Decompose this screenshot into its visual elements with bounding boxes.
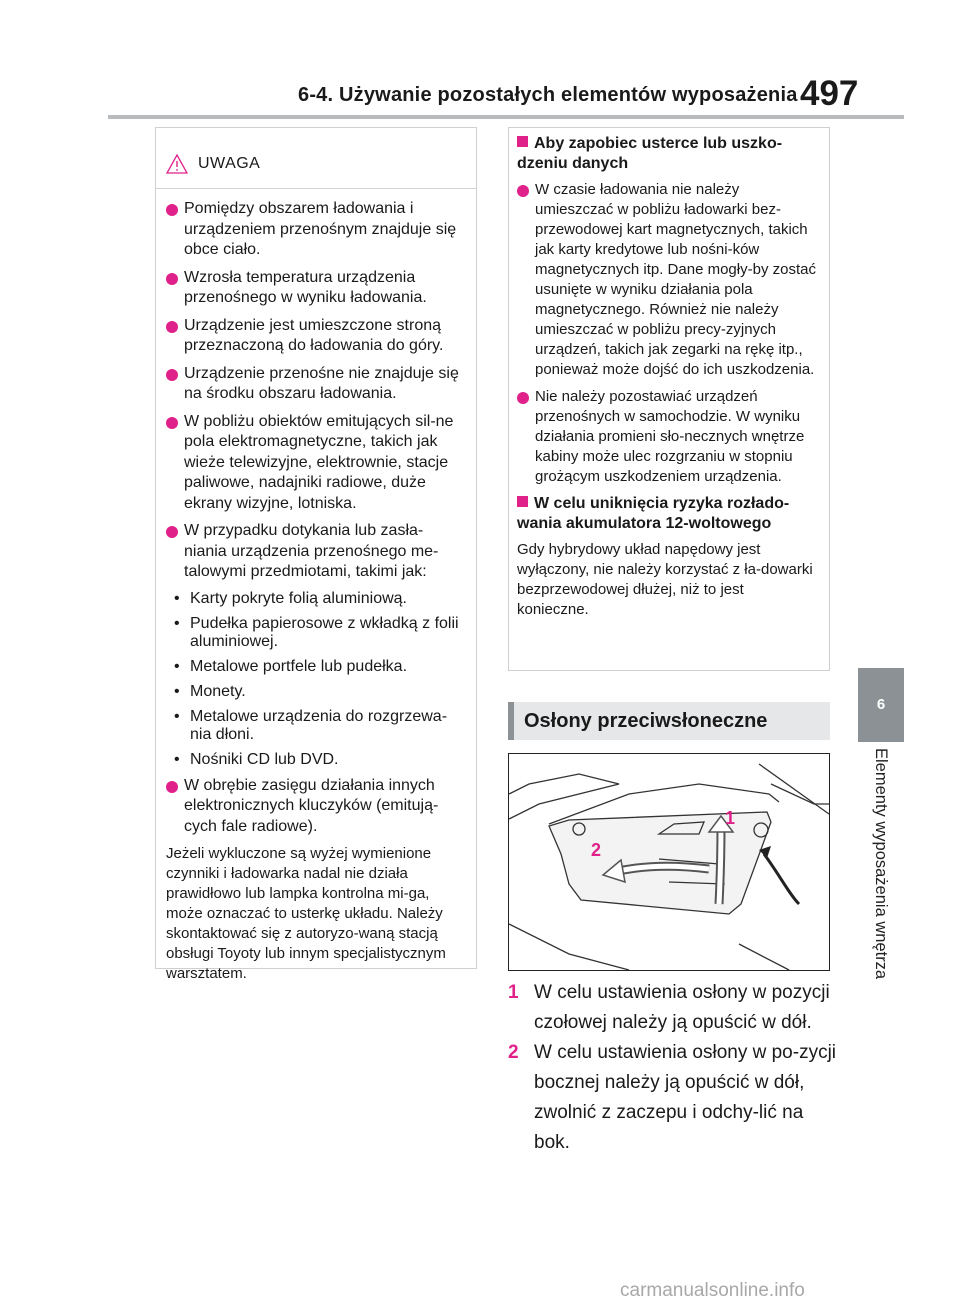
section-title: Osłony przeciwsłoneczne: [508, 702, 830, 740]
step-number: 2: [508, 1042, 519, 1063]
warning-item: Urządzenie jest umieszczone stroną przeznaczoną do ładowania do góry.: [166, 316, 464, 357]
figure-label-2: 2: [591, 840, 602, 860]
step-text: W celu ustawienia osłony w pozycji czołowej należy ją opuścić w dół.: [534, 982, 830, 1033]
figure-label-1: 1: [725, 808, 736, 828]
warning-subitem: • Metalowe urządzenia do rozgrzewa-nia dłoni.: [166, 708, 464, 744]
notes-box: [508, 127, 830, 671]
warning-subitem: • Metalowe portfele lub pudełka.: [166, 658, 464, 676]
chapter-label: Elementy wyposażenia wnętrza: [872, 748, 890, 980]
bullet-icon: [166, 369, 178, 381]
header-rule: [108, 115, 904, 119]
note-item: Nie należy pozostawiać urządzeń przenośnych w samochodzie. W wyniku działania promieni sło-necznych wnętrze kabiny może ulec rozgrzaniu w stopniu grożącym uszkodzeniem urządzenia.: [517, 387, 819, 487]
square-bullet-icon: [517, 496, 528, 507]
warning-item: W pobliżu obiektów emitujących sil-ne pola elektromagnetyczne, takich jak wieże telewizyjne, elektrownie, stacje paliwowe, nadajniki radiowe, duże ekrany wizyjne, lotniska.: [166, 412, 464, 515]
step-text: W celu ustawienia osłony w po-zycji bocznej należy ją opuścić w dół, zwolnić z zaczepu i odchy-lić na bok.: [534, 1042, 837, 1153]
bullet-icon: [166, 204, 178, 216]
warning-header: [156, 140, 476, 189]
watermark: carmanualsonline.info: [620, 1280, 805, 1301]
warning-subitem: • Monety.: [166, 683, 464, 701]
note-text: Gdy hybrydowy układ napędowy jest wyłączony, nie należy korzystać z ła-dowarki bezprzewodowej dłużej, niż to jest konieczne.: [517, 541, 813, 618]
warning-subitem: • Nośniki CD lub DVD.: [166, 751, 464, 769]
bullet-icon: [166, 526, 178, 538]
warning-box: [155, 127, 477, 982]
warning-subitem: • Pudełka papierosowe z wkładką z folii aluminiowej.: [166, 615, 464, 651]
header-title: 6-4. Używanie pozostałych elementów wyposażenia: [298, 84, 798, 106]
warning-item: Pomiędzy obszarem ładowania i urządzeniem przenośnym znajduje się obce ciało.: [166, 199, 464, 261]
warning-item: W przypadku dotykania lub zasła-niania urządzenia przenośnego me-talowymi przedmiotami, takimi jak:: [166, 521, 464, 583]
page-number: 497: [800, 74, 859, 113]
bullet-icon: [166, 273, 178, 285]
bullet-icon: [166, 417, 178, 429]
bullet-icon: [517, 392, 529, 404]
warning-item: W obrębie zasięgu działania innych elektronicznych kluczyków (emitują-cych fale radiowe).: [166, 776, 464, 838]
warning-item: Wzrosła temperatura urządzenia przenośnego w wyniku ładowania.: [166, 268, 464, 309]
bullet-icon: [166, 781, 178, 793]
warning-title: UWAGA: [198, 155, 261, 172]
bullet-icon: [166, 321, 178, 333]
bullet-icon: [517, 185, 529, 197]
square-bullet-icon: [517, 136, 528, 147]
step-1: [508, 978, 838, 1038]
sun-visor-illustration: [508, 753, 830, 971]
warning-triangle-icon: [166, 154, 188, 174]
note-item: W czasie ładowania nie należy umieszczać w pobliżu ładowarki bez-przewodowej kart magnetycznych, takich jak karty kredytowe lub nośni-ków magnetycznych itp. Dane mogły-by zostać usunięte w wyniku działania pola magnetycznego. Również nie należy umieszczać w pobliżu precy-zyjnych urządzeń, takich jak zegarki na rękę itp., ponieważ może dojść do ich uszkodzenia.: [517, 180, 819, 380]
warning-footer: Jeżeli wykluczone są wyżej wymienione czynniki i ładowarka nadal nie działa prawidłowo lub lampka kontrolna mi-ga, może oznaczać to usterkę układu. Należy skontaktować się z autoryzo-waną stacją obsługi Toyoty lub innym specjalistycznym warsztatem.: [166, 845, 446, 982]
chapter-tab: 6: [858, 668, 904, 742]
note-heading: W celu uniknięcia ryzyka rozłado-wania akumulatora 12-woltowego: [517, 495, 790, 532]
note-heading: Aby zapobiec usterce lub uszko-dzeniu danych: [517, 135, 783, 172]
sun-visor-drawing: [509, 754, 829, 970]
warning-subitem: • Karty pokryte folią aluminiową.: [166, 590, 464, 608]
step-number: 1: [508, 982, 519, 1003]
warning-item: Urządzenie przenośne nie znajduje się na środku obszaru ładowania.: [166, 364, 464, 405]
step-2: [508, 1038, 838, 1158]
